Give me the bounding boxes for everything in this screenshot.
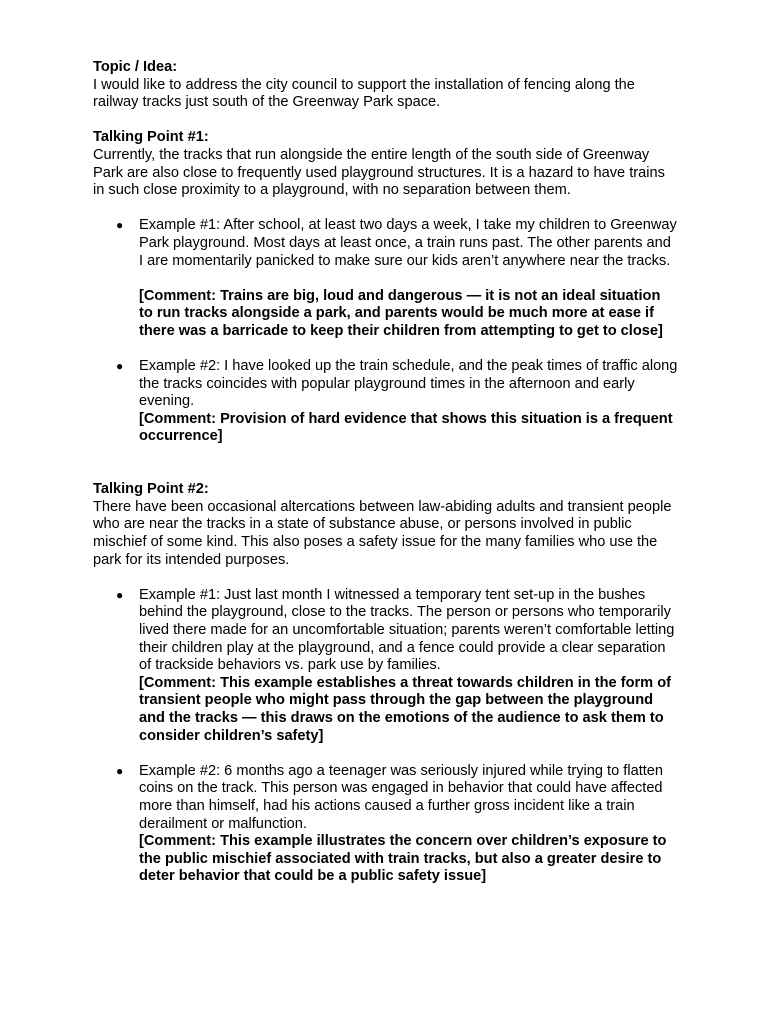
topic-section (93, 59, 678, 112)
example-text: Example #2: I have looked up the train schedule, and the peak times of traffic along the tracks coincides with popular playground times in the afternoon and early evening. (139, 358, 678, 410)
topic-heading: Topic / Idea: (93, 59, 178, 75)
example-text: Example #2: 6 months ago a teenager was seriously injured while trying to flatten coins on the track. This person was engaged in behavior that could have affected more than himself, had his actions caused a further gross incident like a train derailment or malfunction. (139, 762, 664, 832)
example-text: Example #1: After school, at least two days a week, I take my children to Greenway Park playground. Most days at least once, a train runs past. The other parents and I are momentarily panicked to make sure our kids aren’t anywhere near the tracks. (139, 217, 677, 269)
spacer (139, 270, 678, 288)
bullet-icon: ● (116, 587, 124, 602)
talking-point-1-examples (93, 217, 678, 446)
spacer (93, 112, 678, 130)
list-item (93, 587, 678, 745)
spacer (93, 569, 678, 587)
talking-point-2 (93, 481, 678, 886)
example-comment: [Comment: This example establishes a threat towards children in the form of transient people who might pass through the gap between the playground and the tracks — this draws on the emotions of the audience to ask them to consider children’s safety] (139, 674, 671, 744)
talking-point-2-text: There have been occasional altercations between law-abiding adults and transient people who are near the tracks in a state of substance abuse, or persons involved in public mischief of some kind. This also poses a safety issue for the many families who use the park for its intended purposes. (93, 498, 672, 568)
talking-point-1 (93, 129, 678, 446)
bullet-icon: ● (116, 218, 124, 233)
bullet-icon: ● (116, 359, 124, 374)
talking-point-1-heading: Talking Point #1: (93, 129, 209, 146)
talking-point-2-examples (93, 587, 678, 886)
spacer (93, 446, 678, 481)
bullet-icon: ● (116, 763, 124, 778)
example-text: Example #1: Just last month I witnessed a temporary tent set-up in the bushes behind the playground, close to the tracks. The person or persons who temporarily lived there made for an uncomfortable situation; parents weren’t comfortable letting their children play at the playground, and a fence could provide a clear separation of trackside behaviors vs. park use by families. (139, 586, 675, 674)
example-comment: [Comment: This example illustrates the concern over children’s exposure to the public mischief associated with train tracks, but also a greater desire to deter behavior that could be a public safety issue] (139, 833, 667, 885)
talking-point-2-heading: Talking Point #2: (93, 481, 209, 498)
example-comment: [Comment: Trains are big, loud and dangerous — it is not an ideal situation to run tracks alongside a park, and parents would be much more at ease if there was a barricade to keep their children from attempting to get to close] (139, 287, 663, 339)
list-item (93, 358, 678, 446)
list-item (93, 763, 678, 886)
example-comment: [Comment: Provision of hard evidence that shows this situation is a frequent occurrence] (139, 410, 673, 445)
spacer (93, 200, 678, 218)
talking-point-1-text: Currently, the tracks that run alongside the entire length of the south side of Greenway Park are also close to frequently used playground structures. It is a hazard to have trains in such close proximity to a playground, with no separation between them. (93, 146, 665, 199)
list-item (93, 217, 678, 340)
topic-text: I would like to address the city council to support the installation of fencing along the railway tracks just south of the Greenway Park space. (93, 76, 635, 111)
